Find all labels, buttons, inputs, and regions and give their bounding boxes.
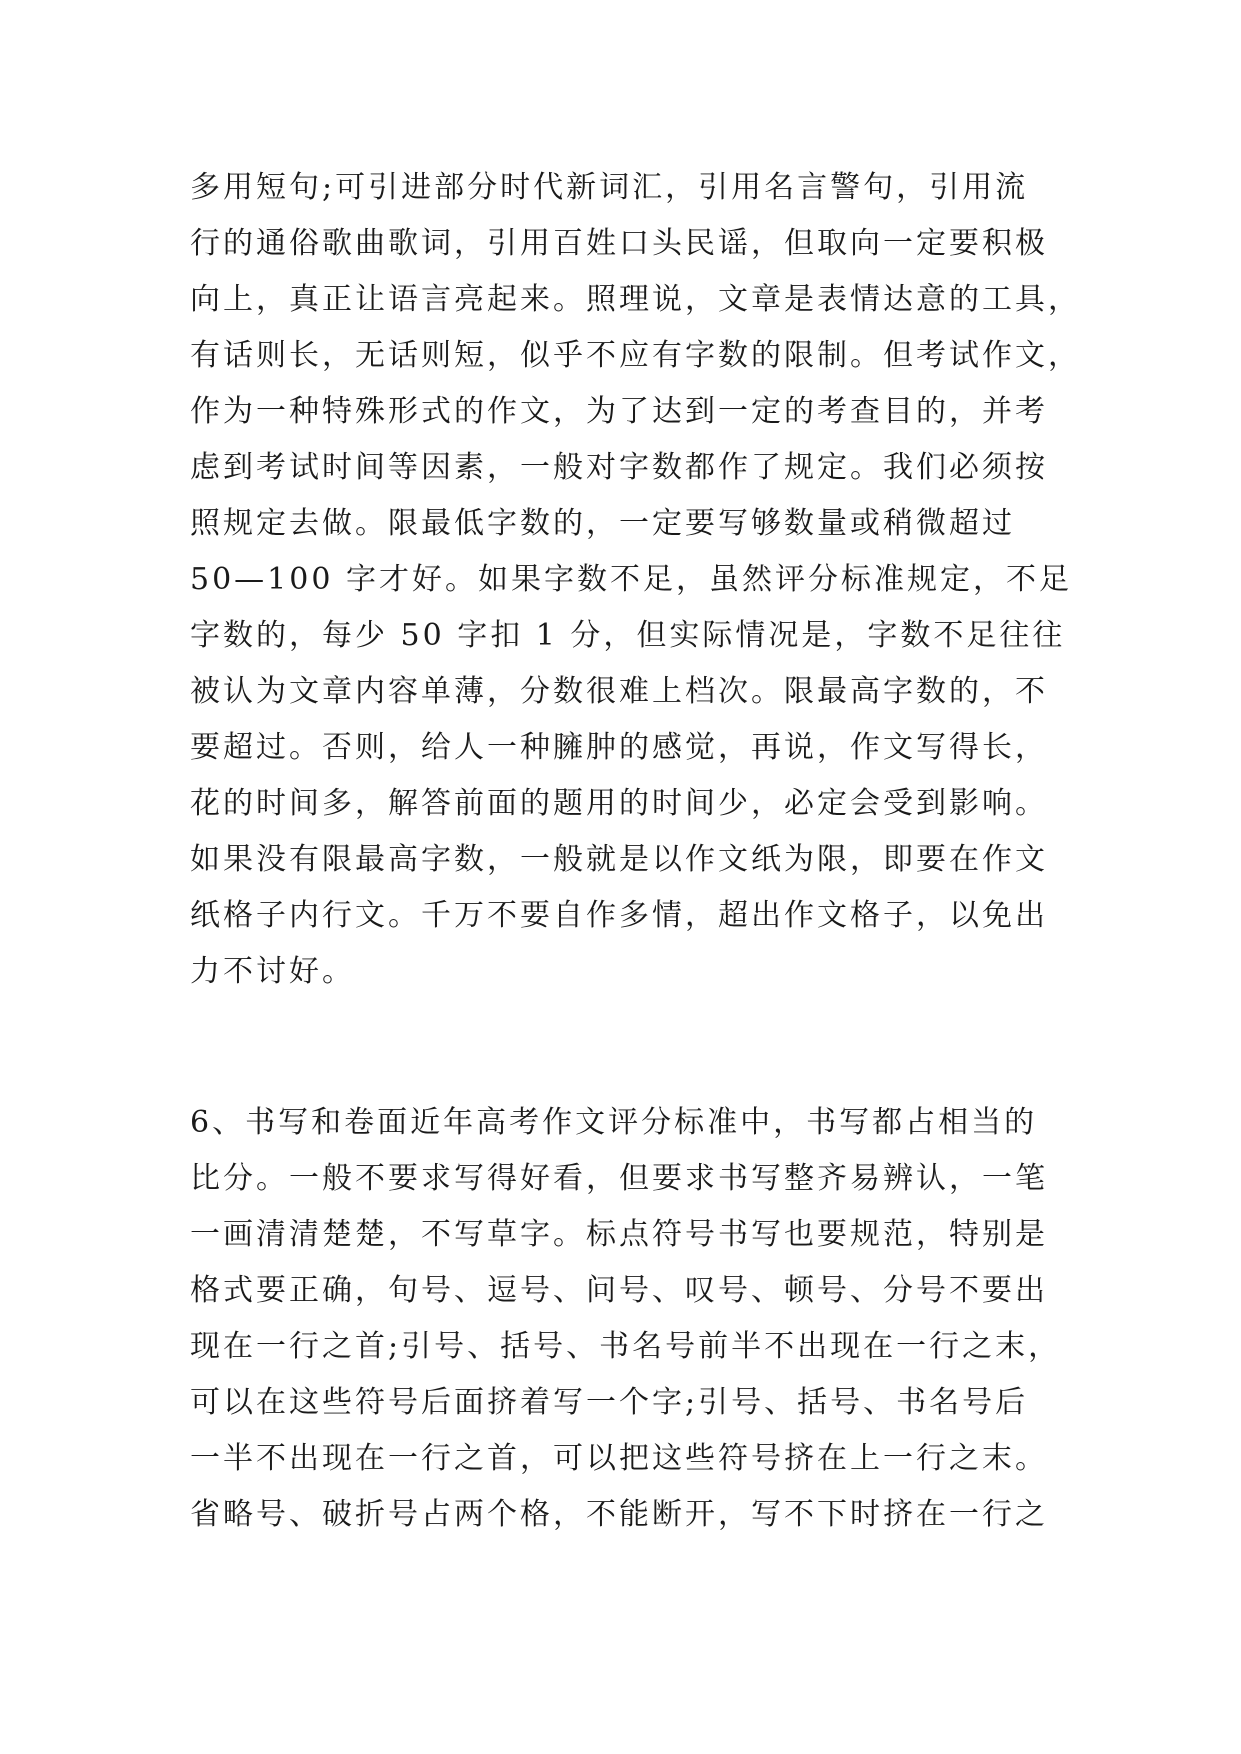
text-line: 格式要正确，句号、逗号、问号、叹号、顿号、分号不要出 (190, 1273, 1048, 1308)
text-line: 照规定去做。限最低字数的，一定要写够数量或稍微超过 (190, 506, 1015, 541)
text-line: 可以在这些符号后面挤着写一个字;引号、括号、书名号后 (190, 1385, 1029, 1420)
text-line: 要超过。否则，给人一种臃肿的感觉，再说，作文写得长， (190, 730, 1048, 765)
text-line: 省略号、破折号占两个格，不能断开，写不下时挤在一行之 (190, 1497, 1048, 1532)
paragraph-handwriting (190, 1095, 1070, 1543)
text-line: 50—100 字才好。如果字数不足，虽然评分标准规定，不足 (190, 562, 1072, 597)
text-line: 作为一种特殊形式的作文，为了达到一定的考查目的，并考 (190, 394, 1048, 429)
text-line: 被认为文章内容单薄，分数很难上档次。限最高字数的，不 (190, 674, 1048, 709)
text-line: 花的时间多，解答前面的题用的时间少，必定会受到影响。 (190, 786, 1048, 821)
text-line: 如果没有限最高字数，一般就是以作文纸为限，即要在作文 (190, 842, 1048, 877)
text-line: 比分。一般不要求写得好看，但要求书写整齐易辨认，一笔 (190, 1161, 1048, 1196)
text-line: 有话则长，无话则短，似乎不应有字数的限制。但考试作文， (190, 338, 1081, 373)
text-line: 字数的，每少 50 字扣 1 分，但实际情况是，字数不足往往 (190, 618, 1066, 653)
paragraph-word-count (190, 160, 1081, 1000)
text-line: 纸格子内行文。千万不要自作多情，超出作文格子，以免出 (190, 898, 1048, 933)
text-line: 力不讨好。 (190, 954, 355, 989)
text-line: 虑到考试时间等因素，一般对字数都作了规定。我们必须按 (190, 450, 1048, 485)
text-line: 一半不出现在一行之首，可以把这些符号挤在上一行之末。 (190, 1441, 1048, 1476)
text-line: 多用短句;可引进部分时代新词汇，引用名言警句，引用流 (190, 170, 1029, 205)
text-line: 现在一行之首;引号、括号、书名号前半不出现在一行之末， (190, 1329, 1062, 1364)
text-line: 6、书写和卷面近年高考作文评分标准中，书写都占相当的 (190, 1105, 1038, 1140)
text-line: 行的通俗歌曲歌词，引用百姓口头民谣，但取向一定要积极 (190, 226, 1048, 261)
text-line: 向上，真正让语言亮起来。照理说，文章是表情达意的工具， (190, 282, 1081, 317)
text-line: 一画清清楚楚，不写草字。标点符号书写也要规范，特别是 (190, 1217, 1048, 1252)
